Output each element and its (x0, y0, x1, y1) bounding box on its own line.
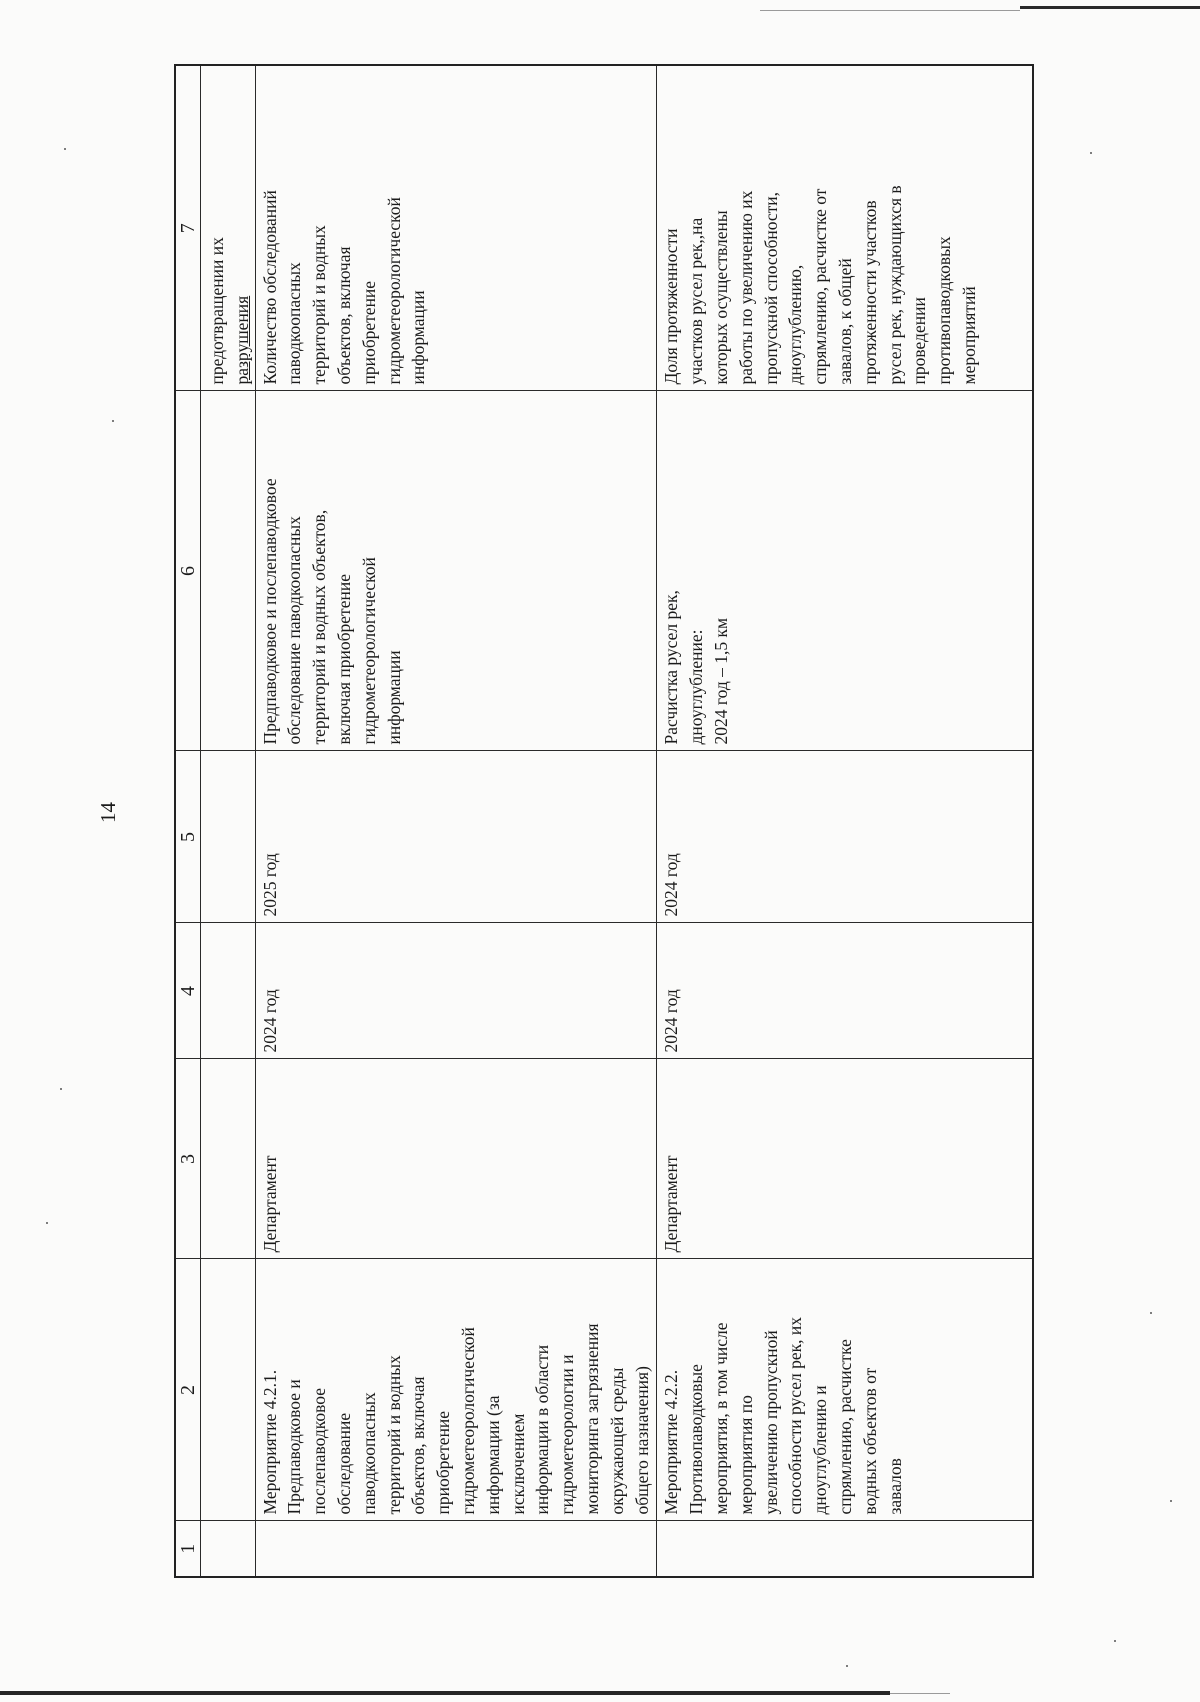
cell-line: включая приобретение (333, 574, 354, 745)
cell-line: работы по увеличению их (735, 190, 756, 385)
cell-line: Предпаводковое и послепаводковое (259, 478, 280, 745)
cell-line: проведении (909, 297, 930, 385)
cell-line: гидрометеорологической (358, 557, 379, 745)
table-cell (201, 1059, 256, 1259)
activity-cell (255, 1259, 657, 1521)
cell-line: Предпаводковое и (284, 1379, 305, 1515)
cell-line: территорий и водных (383, 1355, 404, 1515)
scan-speck (1170, 1500, 1172, 1502)
table-header-row (175, 65, 201, 1577)
scan-speck (1090, 152, 1092, 154)
cell-line: обследование (333, 1412, 354, 1515)
scan-speck (1114, 1640, 1116, 1642)
cell-line: мероприятия по (735, 1395, 756, 1515)
table-cell (657, 1521, 1033, 1577)
activities-table (174, 64, 1034, 1578)
cell-line: информации (383, 650, 404, 745)
table-row-continuation (201, 65, 256, 1577)
page-number: 14 (96, 802, 120, 823)
scan-speck (1150, 1312, 1152, 1314)
table-cell-continuation (201, 65, 256, 391)
cell-line: Доля протяженности (661, 228, 682, 385)
start-year-cell: 2024 год (255, 923, 657, 1059)
cell-line: дноуглублению, (785, 264, 806, 385)
cell-line: способности русел рек, их (785, 1317, 806, 1515)
column-header: 4 (175, 923, 201, 1059)
cell-line: Количество обследований (259, 190, 280, 385)
cell-line: территорий и водных (309, 225, 330, 385)
cell-line: спрямлению, расчистке (834, 1339, 855, 1515)
result-cell (255, 391, 657, 751)
cell-line: протяженности участков (859, 200, 880, 385)
end-year-cell: 2025 год (255, 751, 657, 923)
table-row (255, 65, 657, 1577)
result-cell (657, 391, 1033, 751)
cell-line: противопаводковых (934, 236, 955, 385)
cell-line: гидрометеорологической (457, 1327, 478, 1515)
cell-line: которых осуществлены (710, 210, 731, 385)
cell-line: мероприятия, в том числе (710, 1322, 731, 1515)
column-header: 1 (175, 1521, 201, 1577)
cell-line: приобретение (358, 280, 379, 385)
scan-speck (60, 1088, 62, 1090)
table-cell (201, 391, 256, 751)
cell-line: дноуглублению и (810, 1385, 831, 1515)
cell-line: окружающей среды (606, 1367, 627, 1515)
cell-line: объектов, включая (333, 246, 354, 385)
cell-line: объектов, включая (408, 1376, 429, 1515)
column-header: 6 (175, 391, 201, 751)
cell-line: общего назначения) (631, 1366, 652, 1515)
rotated-table-container (174, 66, 1034, 1578)
indicator-cell (255, 65, 657, 391)
scan-speck (846, 1665, 848, 1667)
cell-line: завалов (884, 1458, 905, 1515)
end-year-cell: 2024 год (657, 751, 1033, 923)
scan-speck (46, 1222, 48, 1224)
column-header: 7 (175, 65, 201, 391)
cell-line: дноуглубление: (686, 629, 707, 745)
scan-edge-bottom (0, 1691, 890, 1695)
cell-line: паводкоопасных (284, 262, 305, 385)
column-header: 2 (175, 1259, 201, 1521)
cell-line: информации (408, 290, 429, 385)
cell-line: 2024 год – 1,5 км (710, 617, 731, 745)
cell-line: водных объектов от (859, 1367, 880, 1515)
cell-line: паводкоопасных (358, 1392, 379, 1515)
cell-line: приобретение (433, 1410, 454, 1515)
cell-line: гидрометеорологической (383, 197, 404, 385)
cell-line: информации в области (532, 1344, 553, 1515)
column-header: 3 (175, 1059, 201, 1259)
cell-line: увеличению пропускной (760, 1330, 781, 1515)
cell-line: Мероприятие 4.2.2. (661, 1369, 682, 1515)
table-cell (255, 1521, 657, 1577)
responsible-cell: Департамент (657, 1059, 1033, 1259)
cell-line: завалов, к общей (834, 258, 855, 385)
scan-edge-bottom-faint (890, 1693, 950, 1694)
cell-line: информации (за (482, 1395, 503, 1515)
cell-line: спрямлению, расчистке от (810, 188, 831, 385)
rotated-table-frame (174, 66, 1034, 1578)
table-row (657, 65, 1033, 1577)
cell-line: обследование паводкоопасных (284, 516, 305, 745)
cell-line: участков русел рек,,на (686, 217, 707, 385)
scan-edge-top-faint (760, 10, 1020, 11)
activity-cell (657, 1259, 1033, 1521)
scan-speck (64, 148, 66, 150)
table-cell (201, 1259, 256, 1521)
continuation-line: предотвращении их (207, 237, 227, 385)
start-year-cell: 2024 год (657, 923, 1033, 1059)
cell-line: русел рек, нуждающихся в (884, 185, 905, 385)
cell-line: послепаводковое (309, 1388, 330, 1515)
continuation-line: разрушения (231, 295, 252, 385)
table-cell (201, 923, 256, 1059)
cell-line: территорий и водных объектов, (309, 509, 330, 745)
cell-line: мониторинга загрязнения (581, 1323, 602, 1515)
cell-line: Противопаводковые (686, 1364, 707, 1515)
cell-line: пропускной способности, (760, 191, 781, 385)
responsible-cell: Департамент (255, 1059, 657, 1259)
cell-line: Мероприятие 4.2.1. (259, 1369, 280, 1515)
cell-line: исключением (507, 1413, 528, 1515)
cell-line: гидрометеорологии и (557, 1354, 578, 1515)
table-cell (201, 1521, 256, 1577)
cell-line: Расчистка русел рек, (661, 590, 682, 745)
cell-line: мероприятий (958, 286, 979, 385)
scan-edge-top (1020, 6, 1200, 9)
column-header: 5 (175, 751, 201, 923)
scan-speck (112, 420, 114, 422)
indicator-cell (657, 65, 1033, 391)
table-cell (201, 751, 256, 923)
